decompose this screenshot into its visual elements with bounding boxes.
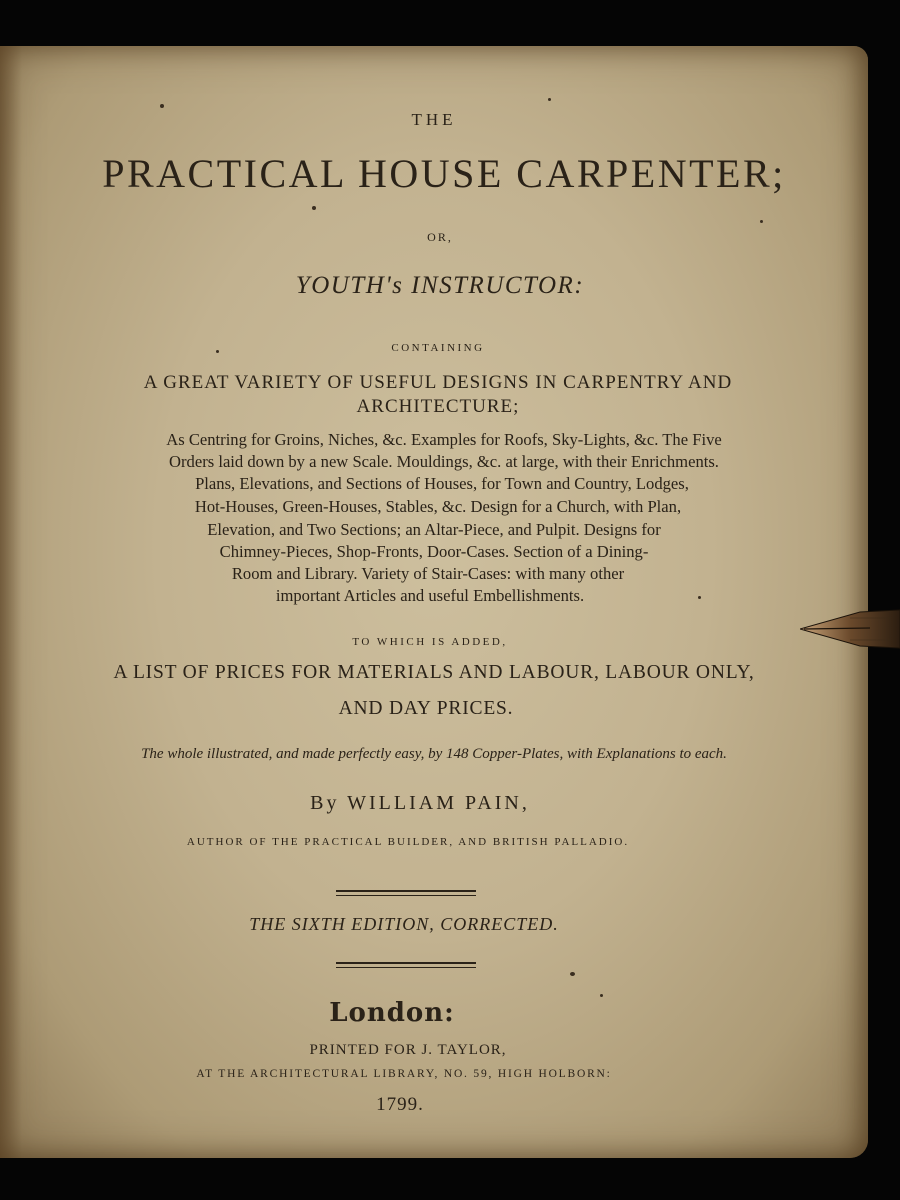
foxing-speck <box>760 220 763 223</box>
foxing-speck <box>216 350 219 353</box>
containing-label: CONTAINING <box>391 342 485 354</box>
contents-line: Hot-Houses, Green-Houses, Stables, &c. Design for a Church, with Plan, <box>194 497 682 516</box>
contents-line: Orders laid down by a new Scale. Mouldings, &c. at large, with their Enrichments. <box>169 452 719 471</box>
imprint-address: AT THE ARCHITECTURAL LIBRARY, NO. 59, HIGH HOLBORN: <box>196 1068 612 1080</box>
contents-line: Plans, Elevations, and Sections of Houses, for Town and Country, Lodges, <box>195 474 689 493</box>
contents-line: Elevation, and Two Sections; an Altar-Piece, and Pulpit. Designs for <box>207 520 661 539</box>
main-title: PRACTICAL HOUSE CARPENTER; <box>102 151 786 196</box>
contents-line: important Articles and useful Embellishments. <box>275 586 585 605</box>
imprint-year: 1799. <box>376 1094 424 1115</box>
foxing-speck <box>570 972 575 976</box>
added-label: TO WHICH IS ADDED, <box>352 636 508 648</box>
contents-line: As Centring for Groins, Niches, &c. Examples for Roofs, Sky-Lights, &c. The Five <box>166 430 722 449</box>
foxing-speck <box>698 596 701 599</box>
foxing-speck <box>312 206 316 210</box>
title-article: THE <box>411 110 457 129</box>
author-byline: By WILLIAM PAIN, <box>310 792 530 814</box>
imprint-printer: PRINTED FOR J. TAYLOR, <box>309 1042 507 1058</box>
double-rule-top <box>336 890 476 896</box>
imprint-city: London: <box>329 998 455 1028</box>
prices-line-1: A LIST OF PRICES FOR MATERIALS AND LABOUR, LABOUR ONLY, <box>113 662 755 683</box>
illustrated-note: The whole illustrated, and made perfectly easy, by 148 Copper-Plates, with Explanations to each. <box>141 746 727 762</box>
foxing-speck <box>600 994 603 997</box>
title-or: OR, <box>427 230 453 244</box>
foxing-speck <box>160 104 164 108</box>
title-page <box>0 46 868 1158</box>
author-credits: AUTHOR OF THE PRACTICAL BUILDER, AND BRITISH PALLADIO. <box>186 836 630 848</box>
variety-line-2: ARCHITECTURE; <box>356 396 520 417</box>
pen-nib-icon <box>800 604 900 654</box>
contents-line: Chimney-Pieces, Shop-Fronts, Door-Cases. Section of a Dining- <box>219 542 649 561</box>
contents-line: Room and Library. Variety of Stair-Cases: with many other <box>231 564 625 583</box>
prices-line-2: AND DAY PRICES. <box>338 698 514 719</box>
variety-line-1: A GREAT VARIETY OF USEFUL DESIGNS IN CARPENTRY AND <box>143 372 733 393</box>
double-rule-bottom <box>336 962 476 968</box>
foxing-speck <box>548 98 551 101</box>
edition: THE SIXTH EDITION, CORRECTED. <box>249 914 559 934</box>
subtitle: YOUTH's INSTRUCTOR: <box>295 272 585 299</box>
